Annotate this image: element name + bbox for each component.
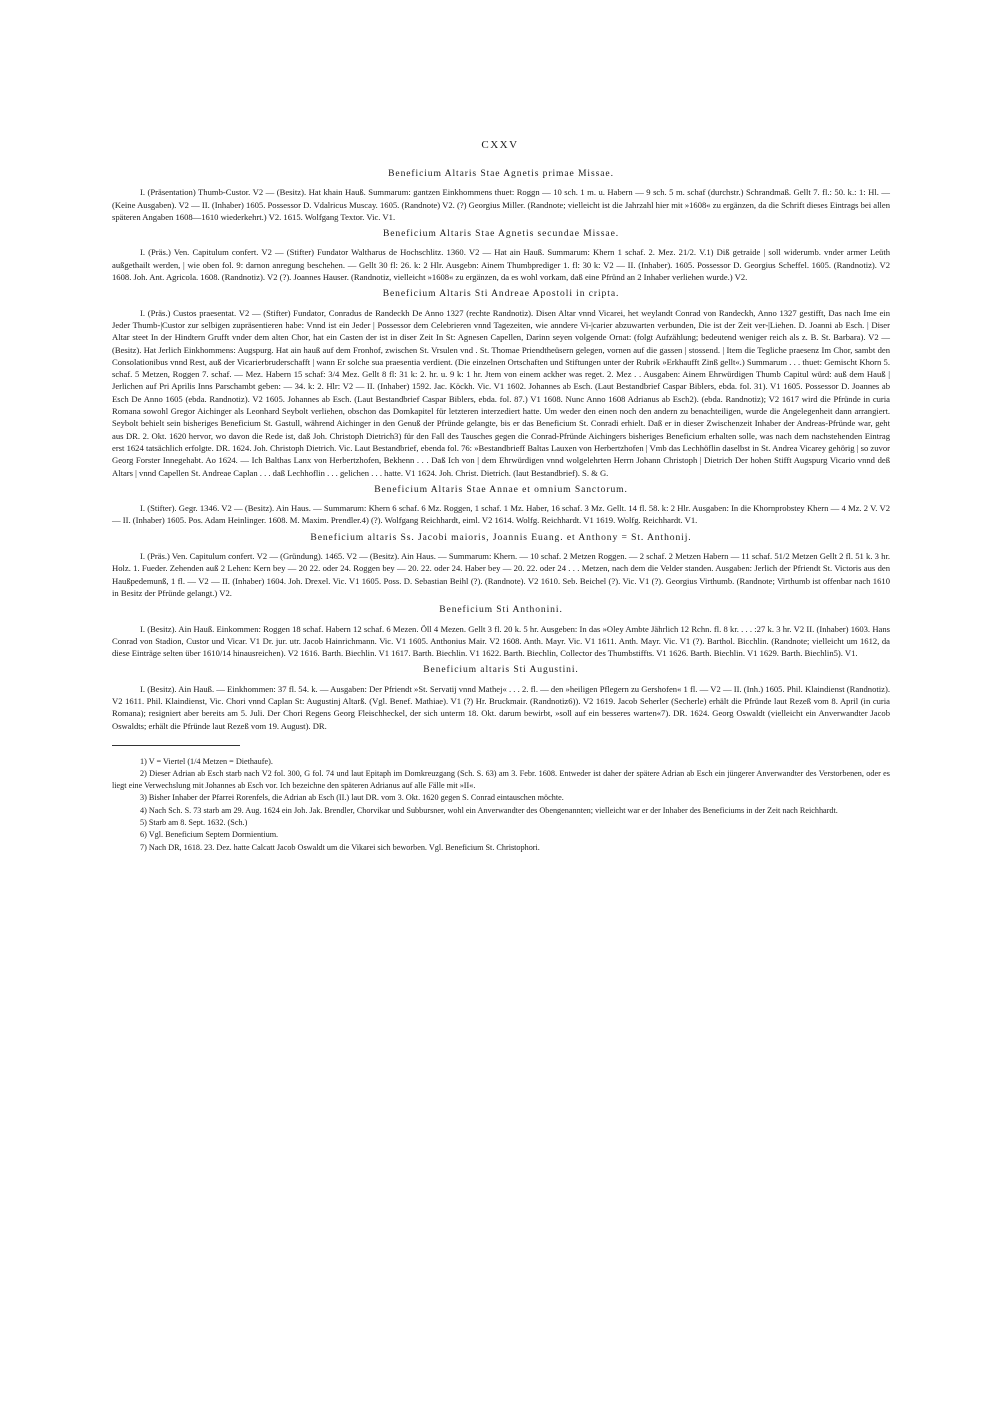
footnotes (112, 756, 890, 853)
footnote: 2) Dieser Adrian ab Esch starb nach V2 fol. 300, G fol. 74 und laut Epitaph im Domkreuzgang (Sch. S. 63) am 3. Febr. 1608. Entweder ist daher der spätere Adrian ab Esch ein jüngerer Anverwandter des Verstorbenen, oder es liegt eine Verwechslung mit Johannes ab Esch vor. Ich bezeichne den späteren Adrianus auf alle Fälle mit »II«. (112, 769, 890, 790)
section-paragraph: I. (Präs.) Custos praesentat. V2 — (Stifter) Fundator, Conradus de Randeckh De Anno 1327 (rechte Randnotiz). Disen Altar vnnd Vicarei, het weylandt Conrad von Randeckh, Anno 1327 gestifft, Das nach Ime ein Jeder Thumb-|Custor zur selbigen zupräsentieren habe: Vnnd ist ein Jeder | Possessor dem Celebrieren vnnd Tagezeiten, wie anndere Vi-|carier abzuwarten verbunden, Die ist der Zeit ver-|Liehen. D. Joanni ab Esch. | Diser Altar steet In der Hindtern Grufft vnder dem alten Chor, hat ein Casten der ist in diser Zeit In St: Agnesen Capellen, Darinn seyen volgende Ornat: (folgt Aufzählung; bedeutend weniger reich als z. B. St. Barbara). V2 — (Besitz). Hat Jerlich Einkhommens: Augspurg. Hat ain hauß auf dem Fronhof, zwischen St. Vrsulen vnd . St. Thomae Priendtheüsern gelegen, vornen auf die gassen | stossend. | Item die Tegliche praesenz Im Chor, sambt den Consolationibus vnnd Rest, auß der Vicarierbruderschafft | wann Er solche sua praesentia verdient. (Die einzelnen Ortschaften und Stiftungen unter der Rubrik »Erkhaufft Zinß gellt«.) Summarum . . . thuet: Gemischt Khorn 5. schaf. 5 Metzen, Roggen 7. schaf. — Mez. Habern 15 schaf: 3/4 Mez. Gellt 8 fl: 31 k: 2. hr. u. 9 k: 1 hr. Jtem von einem ackher was reget. 2. Mez . . Ausgaben: Ainem Ehrwürdigen Thumb Capitul würd: auß dem Hauß | Jerlichen auf Pri Aprilis Inns Parschambt geben: — 34. k: 2. Hlr: V2 — II. (Inhaber) 1592. Jac. Köckh. Vic. V1 1602. Johannes ab Esch. (Laut Bestandbrief Caspar Biblers, ebda. fol. 31). V1 1605. Possessor D. Joannes ab Esch De Anno 1605 (ebda. Randnotiz). V2 1605. Johannes ab Esch. (Laut Bestandbrief Caspar Biblers, ebda. fol. 87.) V1 1608. Nunc Anno 1608 Adrianus ab Esch2). (ebda. Randnotiz); V2 1617 wird die Pfründe in curia Romana sowohl Gregor Aichinger als Leonhard Seybolt verliehen, obschon das Domkapitel für letzteren interzediert hatte. Um weder den einen noch den andern zu benachteiligen, wurde die Angelegenheit dann arrangiert. Seybolt behielt sein bisheriges Beneficium St. Gastull, während Aichinger in den Genuß der Pfründe gelangte, bis er das Beneficium St. Conradi erhielt. Daß er in dieser Zwischenzeit Inhaber der Andreas-Pfründe war, geht aus DR. 2. Okt. 1620 hervor, wo davon die Rede ist, daß Joh. Christoph Dietrich3) für den Fall des Tausches gegen die Conrad-Pfründe Aichingers bisheriges Beneficium erhalten solle, was nach dem nachstehenden Eintrag erst 1624 tatsächlich erfolgte. DR. 1624. Joh. Christoph Dietrich. Vic. Laut Bestandbrief, ebenda fol. 76: »Bestandbrieff Baltas Lauxen von Herbertzhofen | Vmb das Lechhöflin daselbst in St. Andrea Vicarey gehörig | so zuvor Georg Forster Innegehabt. Ao 1624. — Ich Balthas Lanx von Herbertzhofen, Bekhenn . . . Daß Ich von | dem Ehrwürdigen vnnd wolgelehrten Herrn Johann Christoph | Dietrich Der hohen Stifft Augspurg Vicario vnnd deß Altars | vnnd Capellen St. Andreae Caplan . . . daß Lechhoflin . . . gelichen . . . hatte. V1 1624. Joh. Christ. Dietrich. (laut Bestandbrief). S. & G. (112, 307, 890, 478)
section-paragraph: I. (Präs.) Ven. Capitulum confert. V2 — (Gründung). 1465. V2 — (Besitz). Ain Haus. — Summarum: Khern. — 10 schaf. 2 Metzen Roggen. — 2 schaf. 2 Metzen Habern — 11 schaf. 51/2 Metzen Gellt 2 fl. 51 k. 3 hr. Holz. 1. Fueder. Zehenden auß 2 Lehen: Kern bey — 20 22. oder 24. Roggen bey — 20. 22. oder 24. Haber bey — 20. 22. oder 24 . . . Metzen, nach dem die Velder standen. Ausgaben: Jerlich der Pfriendt St. Victoris aus den Haußpedemunß, 1 fl. — V2 — II. (Inhaber) 1604. Joh. Drexel. Vic. V1 1605. Poss. D. Sebastian Beihl (?). (Randnote). V2 1610. Seb. Beichel (?). Vic. V1 (?). Georgius Virthumb. (Randnote; Virthumb ist offenbar nach 1610 in Besitz der Pfründe gelangt.) V2. (112, 551, 890, 598)
section-paragraph: I. (Stifter). Gegr. 1346. V2 — (Besitz). Ain Haus. — Summarum: Khern 6 schaf. 6 Mz. Roggen, 1 schaf. 1 Mz. Haber, 16 schaf. 3 Mz. Gellt. 14 fl. 58. k: 2 Hlr. Ausgaben: In die Khornprobstey Khern — 4 Mz. 2 V. V2 — II. (Inhaber) 1605. Pos. Adam Heinlinger. 1608. M. Maxim. Prendler.4) (?). Wolfgang Reichhardt, eiml. V2 1614. Wolfg. Reichhardt. V1 1619. Wolfg. Reichhardt. V1. (112, 503, 890, 526)
section-heading: Beneficium Altaris Stae Annae et omnium Sanctorum. (374, 483, 628, 495)
section-heading: Beneficium altaris Sti Augustini. (423, 664, 579, 676)
section-paragraph: I. (Präs.) Ven. Capitulum confert. V2 — (Stifter) Fundator Waltharus de Hochschlitz. 1360. V2 — Hat ain Hauß. Summarum: Khern 1 schaf. 2. Mez. 21/2. V.1) Diß getraide | soll widerumb. vnder armer Leüth außgethailt werden, | wie oben fol. 9: darnon anregung beschehen. — Gellt 30 fl: 26. k: 2 Hlr. Ausgebn: Ainem Thumbprediger 1. fl: 30 k: V2 — II. (Inhaber). 1605. Possessor D. Georgius Scheffel. 1605. (Randnotiz). V2 1608. Joh. Ant. Agricola. 1608. (Randnotiz). V2 (?). Joannes Hauser. (Randnotiz, vielleicht »1608« zu ergänzen, da es wohl vorkam, daß eine Pfründ an 2 Inhaber verliehen wurde.) V2. (112, 247, 890, 283)
footnote-divider (112, 745, 240, 746)
footnote: 3) Bisher Inhaber der Pfarrei Rorenfels, die Adrian ab Esch (II.) laut DR. vom 3. Okt. 1620 gegen S. Conrad eintauschen möchte. (140, 793, 564, 803)
page-number: CXXV (481, 139, 519, 151)
footnote: 6) Vgl. Beneficium Septem Dormientium. (140, 830, 279, 840)
footnote: 5) Starb am 8. Sept. 1632. (Sch.) (140, 817, 248, 827)
section-heading: Beneficium altaris Ss. Jacobi maioris, Joannis Euang. et Anthony = St. Anthonij. (310, 531, 692, 543)
section-heading: Beneficium Altaris Stae Agnetis secundae Missae. (382, 228, 620, 240)
section-paragraph: I. (Besitz). Ain Hauß. Einkommen: Roggen 18 schaf. Habern 12 schaf. 6 Mezen. Öll 4 Mezen. Gellt 3 fl. 20 k. 5 hr. Ausgeben: In das »Oley Ambte Jährlich 12 Rchn. fl. 8 kr. . . . :27 k. 3 hr. V2 II. (Inhaber) 1603. Hans Conrad von Stadion, Custor und Vicar. V1 Dr. jur. utr. Jacob Hainrichmann. Vic. V1 1605. Anthonius Mair. V2 1608. Anth. Mayr. Vic. V1 1611. Anth. Mayr. Vic. V1 (?). Barthol. Bicchlin. (Randnote; vielleicht um 1612, da diese Einträge selten über 1610/14 hinausreichen). V2 1616. Barth. Biechlin. V1 1617. Barth. Biechlin. V1 1622. Barth. Biechlin, Collector des Thumbstiffts. V1 1626. Barth. Biechlin. V1 1629. Barth. Biechlin5). V1. (112, 623, 890, 659)
section-paragraph: I. (Präsentation) Thumb-Custor. V2 — (Besitz). Hat khain Hauß. Summarum: gantzen Einkhommens thuet: Roggn — 10 sch. 1 m. u. Habern — 9 sch. 5 m. schaf (durchstr.) Schrandmaß. Gellt 7. fl.: 50. k.: 1: Hl. — (Keine Ausgaben). V2 — II. (Inhaber) 1605. Possessor D. Vdalricus Muscay. 1605. (Randnote) V2. (?) Georgius Miller. (Randnote; vielleicht ist die Jahrzahl hier mit »1608« zu ergänzen, da die Schrift dieses Eintrags bei allen späteren Angaben 1608—1610 wiederkehrt.) V2. 1615. Wolfgang Textor. Vic. V1. (112, 187, 890, 222)
section-heading: Beneficium Altaris Sti Andreae Apostoli in cripta. (382, 288, 620, 300)
footnote: 7) Nach DR, 1618. 23. Dez. hatte Calcatt Jacob Oswaldt um die Vikarei sich beworben. Vgl. Beneficium St. Christophori. (140, 842, 540, 852)
section-heading: Beneficium Sti Anthonini. (439, 604, 563, 616)
section-paragraph: I. (Besitz). Ain Hauß. — Einkhommen: 37 fl. 54. k. — Ausgaben: Der Pfriendt »St. Servatij vnnd Mathej« . . . 2. fl. — den »heiligen Pflegern zu Gershofen« 1 fl. — V2 — II. (Inh.) 1605. Phil. Klaindienst (Randnotiz). V2 1611. Phil. Klaindienst, Vic. Chori vnnd Caplan St: Augustinj Altarß. (Vgl. Benef. Mathiae). V1 (?) Hr. Bruckmair. (Randnotiz6)). V2 1619. Jacob Seherler (Secherle) erhält die Pfründe laut Rezeß vom 8. April (in curia Romana); resigniert aber bereits am 5. Juli. Der Chori Regens Georg Fleischheckel, der sich unterm 18. Okt. darum bewirbt, »soll auf ein besseres warten«7). DR. 1624. Georg Oswaldt (vielleicht ein Anverwandter Jacob Oswaldts; erhält die Pfründe laut Rezeß vom 19. August). DR. (112, 683, 890, 731)
footnote: 1) V = Viertel (1/4 Metzen = Diethaufe). (140, 756, 273, 766)
section-heading: Beneficium Altaris Stae Agnetis primae Missae. (388, 168, 614, 179)
footnote: 4) Nach Sch. S. 73 starb am 29. Aug. 1624 ein Joh. Jak. Brendler, Chorvikar und Subbursner, wohl ein Anverwandter des Obengenannten; vielleicht war er der Inhaber des Beneficiums in der Zeit nach Reichhardt. (140, 805, 838, 815)
main-text (112, 163, 890, 854)
